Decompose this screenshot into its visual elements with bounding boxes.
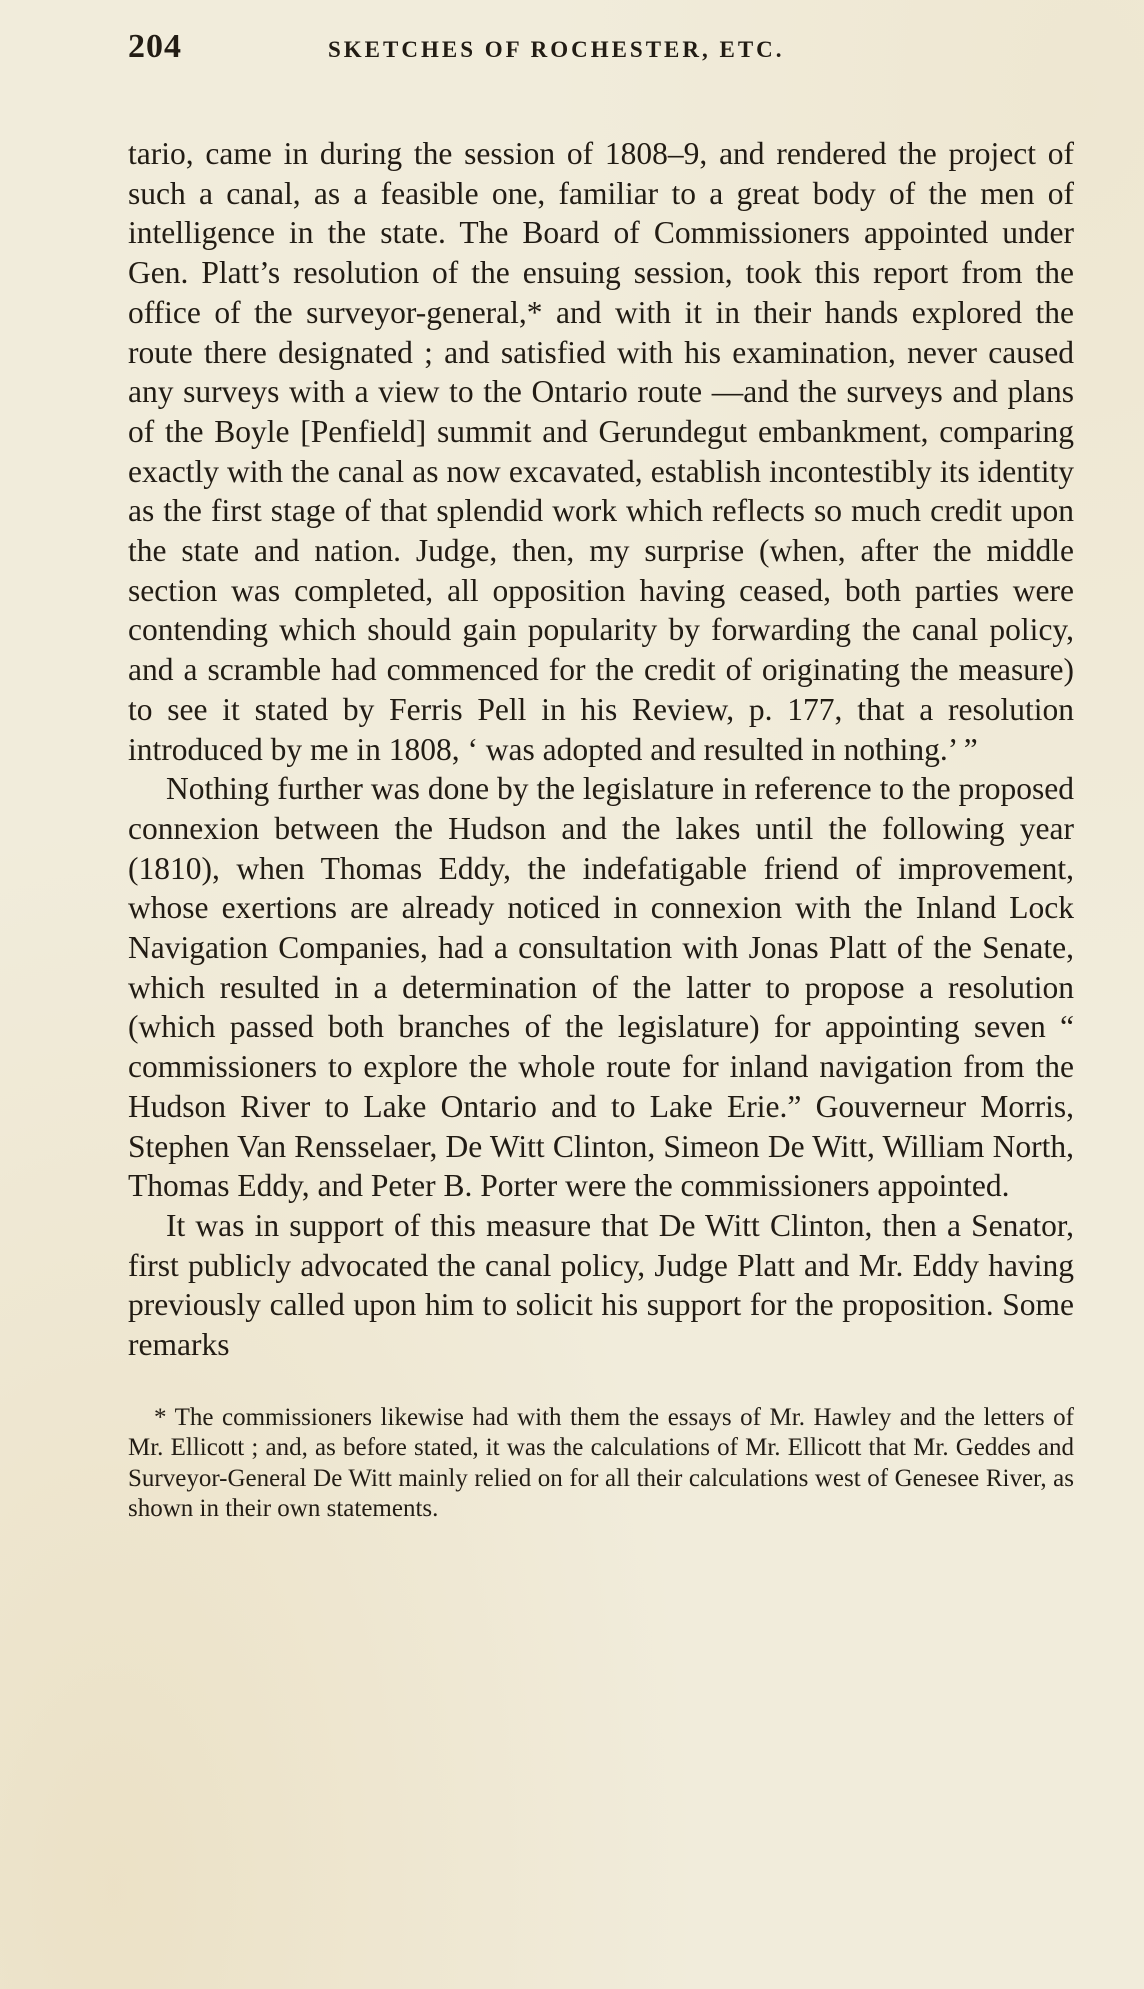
footnote-text: * The commissioners likewise had with them the essays of Mr. Hawley and the letters of Mr. Ellicott ; and, as before stated, it was the calculations of Mr. Ellicott that Mr. Geddes and Surveyor-General De Witt mainly relied on for all their calculations west of Genesee River, as shown in their own statements. xyxy=(128,1403,1074,1523)
paragraph-continued: tario, came in during the session of 1808–9, and rendered the project of such a canal, as a feasible one, familiar to a great body of the men of intelligence in the state. The Board of Commissioners appointed under Gen. Platt’s resolution of the ensuing session, took this report from the office of the surveyor-general,* and with it in their hands explored the route there designated ; and satisfied with his examination, never caused any surveys with a view to the Ontario route —and the surveys and plans of the Boyle [Penfield] summit and Gerundegut embankment, comparing exactly with the canal as now excavated, establish incontestibly its identity as the first stage of that splendid work which reflects so much credit upon the state and nation. Judge, then, my surprise (when, after the middle section was completed, all opposition having ceased, both parties were contending which should gain popularity by forwarding the canal policy, and a scramble had commenced for the credit of originating the measure) to see it stated by Ferris Pell in his Review, p. 177, that a resolution introduced by me in 1808, ‘ was adopted and resulted in nothing.’ ” xyxy=(128,136,1074,767)
running-title: SKETCHES OF ROCHESTER, ETC. xyxy=(328,37,785,62)
page-number: 204 xyxy=(128,28,182,65)
book-page xyxy=(128,28,1074,1525)
running-head xyxy=(128,28,1074,72)
body-text xyxy=(128,134,1074,1365)
paragraph: Nothing further was done by the legislature in reference to the proposed connexion between the Hudson and the lakes until the following year (1810), when Thomas Eddy, the indefatigable friend of improvement, whose exertions are already noticed in connexion with the Inland Lock Navigation Companies, had a consultation with Jonas Platt of the Senate, which resulted in a determination of the latter to propose a resolution (which passed both branches of the legislature) for appointing seven “ commissioners to explore the whole route for inland navigation from the Hudson River to Lake Ontario and to Lake Erie.” Gouverneur Morris, Stephen Van Rensselaer, De Witt Clinton, Simeon De Witt, William North, Thomas Eddy, and Peter B. Porter were the commissioners appointed. xyxy=(128,771,1074,1204)
paragraph: It was in support of this measure that De Witt Clinton, then a Senator, first publicly advocated the canal policy, Judge Platt and Mr. Eddy having previously called upon him to solicit his support for the proposition. Some remarks xyxy=(128,1207,1074,1363)
footnote xyxy=(128,1403,1074,1525)
